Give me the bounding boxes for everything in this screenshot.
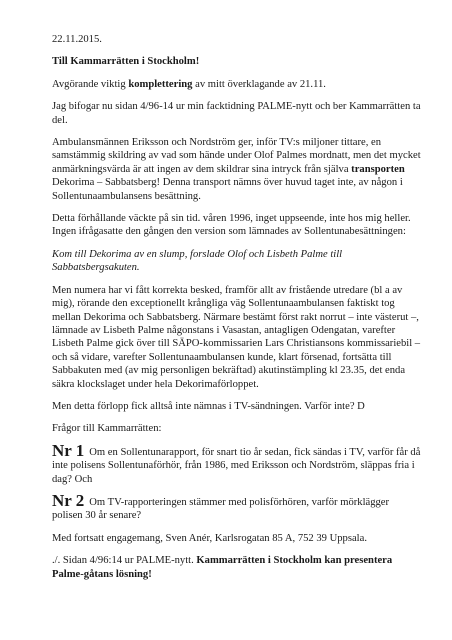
p1-bold: komplettering <box>128 78 193 90</box>
p3-pre: Ambulansmännen Eriksson och Nordström ger, inför TV:s miljoner tittare, en samstämmig skildring av vad som hände under Olof Palmes mordnatt, men det mycket anmärkningsvärda är att ingen av dem skildrar sina intryck från själva <box>52 137 421 175</box>
question-2 <box>52 490 422 523</box>
questions-intro: Frågor till Kammarrätten: <box>52 423 162 435</box>
question-1 <box>52 440 422 486</box>
signature-line: Med fortsatt engagemang, Sven Anér, Karlsrogatan 85 A, 752 39 Uppsala. <box>52 532 367 544</box>
closing-bold: Kammarrätten i Stockholm kan presentera Palme-gåtans lösning! <box>52 555 393 580</box>
p3-post: Dekorima – Sabbatsberg! Denna transport nämns över huvud taget inte, av någon i Sollentunaambulansens besättning. <box>52 177 403 202</box>
paragraph-1996: Detta förhållande väckte på sin tid. våren 1996, inget uppseende, inte hos mig heller. Ingen ifrågasatte den gången den version som lämnades av Sollentunabesättningen: <box>52 213 411 238</box>
question-2-text: Om TV-rapporteringen stämmer med polisförhören, varför mörklägger polisen 30 år senare? <box>52 496 390 522</box>
question-2-label: Nr 2 <box>52 490 85 510</box>
p1-post: av mitt överklagande av 21.11. <box>192 78 326 90</box>
quote-version <box>52 248 422 275</box>
paragraph-ambulance <box>52 136 422 203</box>
quote-text: Kom till Dekorima av en slump, forslade Olof och Lisbeth Palme till Sabbatsbergsakuten. <box>52 248 343 274</box>
paragraph-attachment: Jag bifogar nu sidan 4/96-14 ur min facktidning PALME-nytt och ber Kammarrätten ta del. <box>52 101 421 126</box>
paragraph-route: Men numera har vi fått korrekta besked, framför allt av fristående utredare (bl a av mig), rörande den exceptionellt krångliga väg Sollentunaambulansen faktiskt tog mellan Dekorima och Sabbatsberg. Närmare bestämt först rakt norrut – inte västerut –, lämnade av Lisbeth Palme någonstans i Vasastan, antagligen Odengatan, varefter Lisbeth Palme gick över till SÄPO-kommissarien Lars Christiansons kommissariebil – och så vidare, varefter Sollentunaambulansen kunde, klart försenad, fortsätta till Sabbakuten med (av mig personligen bekräftad) akutinstämpling kl 23.35, det enda säkra klockslaget under hela Dekorimaförloppet. <box>52 284 421 390</box>
question-1-label: Nr 1 <box>52 440 85 460</box>
letter-date: 22.11.2015. <box>52 34 102 45</box>
heading-text: Till Kammarrätten i Stockholm! <box>52 56 200 68</box>
paragraph-complement <box>52 78 422 91</box>
p3-bold: transporten <box>351 163 405 175</box>
paragraph-tv: Men detta förlopp fick alltså inte nämnas i TV-sändningen. Varför inte? D <box>52 400 365 412</box>
question-1-text: Om en Sollentunarapport, för snart tio år sedan, fick sändas i TV, varför får då inte polisens Sollentunaförhör, från 1986, med Eriksson och Nordström, släppas fria i dag? Och <box>52 446 421 485</box>
letter-heading <box>52 55 422 68</box>
closing-pre: ./. Sidan 4/96:14 ur PALME-nytt. <box>52 555 197 567</box>
closing-line <box>52 554 422 581</box>
p1-pre: Avgörande viktig <box>52 78 129 90</box>
